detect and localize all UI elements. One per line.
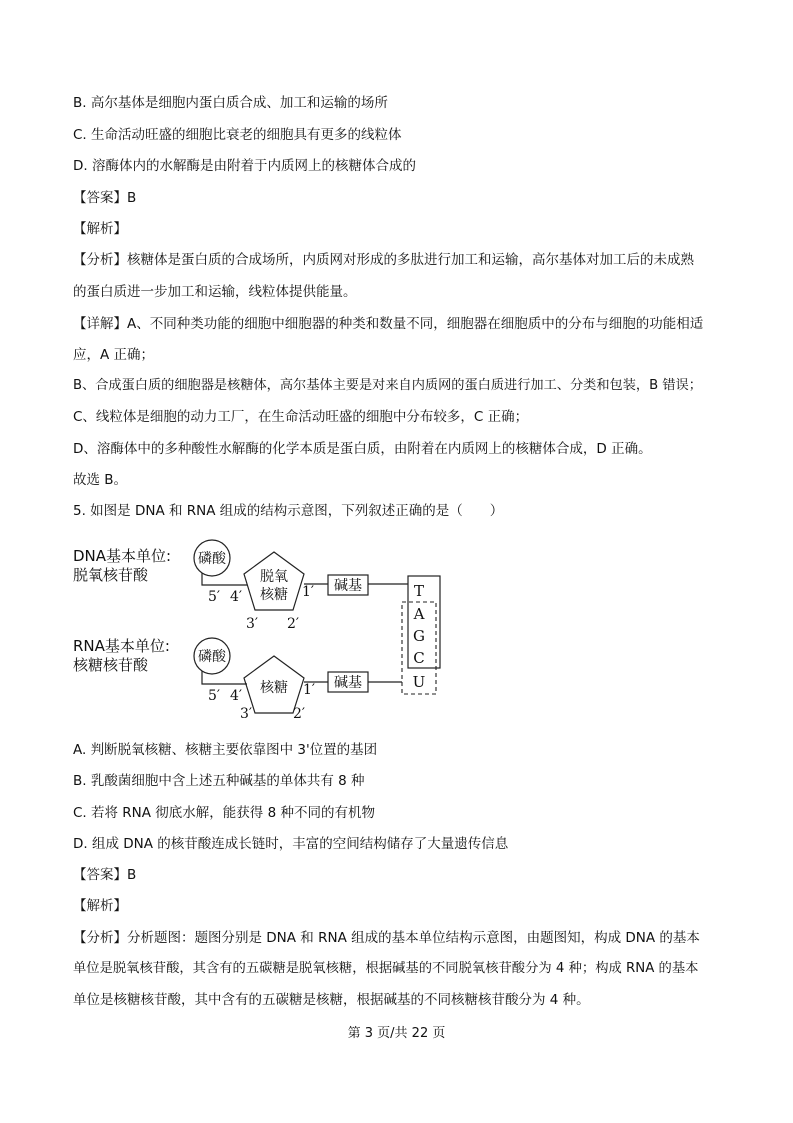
dna-pos-1: 1′ (302, 584, 315, 600)
rna-phosphate-bond (202, 671, 247, 684)
base-t: T (413, 582, 425, 600)
rna-pos-2: 2′ (293, 706, 306, 722)
question-5-stem: 5. 如图是 DNA 和 RNA 组成的结构示意图，下列叙述正确的是（ ） (73, 503, 504, 519)
xiangjie-a-text: A、不同种类功能的细胞中细胞器的种类和数量不同，细胞器在细胞质中的分布与细胞的功能相适 (127, 316, 704, 332)
rna-phosphate-label: 磷酸 (198, 649, 226, 665)
xiangjie-q4-a2: 应，A 正确； (73, 347, 155, 363)
dna-title-2: 脱氧核苷酸 (73, 566, 149, 584)
option-q5-b: B. 乳酸菌细胞中含上述五种碱基的单体共有 8 种 (73, 773, 365, 789)
base-c: C (413, 649, 425, 667)
rna-title-1: RNA基本单位: (73, 637, 170, 655)
deoxyribose-label-2: 核糖 (260, 587, 288, 603)
fenxi-q5-line2: 单位是脱氧核苷酸，其含有的五碳糖是脱氧核糖，根据碱基的不同脱氧核苷酸分为 4 种；构成 RNA 的基本 (73, 961, 699, 976)
option-q5-d: D. 组成 DNA 的核苷酸连成长链时，丰富的空间结构储存了大量遗传信息 (73, 836, 509, 852)
rna-pos-5: 5′ (208, 688, 221, 704)
option-q5-c: C. 若将 RNA 彻底水解，能获得 8 种不同的有机物 (73, 805, 375, 821)
rna-base-label: 碱基 (334, 675, 362, 691)
rna-pos-3: 3′ (240, 706, 253, 722)
dna-pos-5: 5′ (208, 589, 221, 605)
conclusion-q4: 故选 B。 (73, 472, 128, 488)
option-q4-c: C. 生命活动旺盛的细胞比衰老的细胞具有更多的线粒体 (73, 127, 402, 143)
answer-value: B (127, 190, 137, 206)
fenxi-text: 核糖体是蛋白质的合成场所，内质网对形成的多肽进行加工和运输，高尔基体对加工后的未成熟 (127, 252, 694, 268)
deoxyribose-label-1: 脱氧 (260, 569, 288, 585)
dna-phosphate-bond (202, 573, 247, 585)
dna-pos-4: 4′ (230, 589, 243, 605)
page-footer: 第 3 页/共 22 页 (347, 1026, 446, 1041)
base-a: A (413, 605, 425, 623)
option-q4-d: D. 溶酶体内的水解酶是由附着于内质网上的核糖体合成的 (73, 158, 416, 174)
rna-title-2: 核糖核苷酸 (73, 656, 149, 674)
fenxi-q4-line2: 的蛋白质进一步加工和运输，线粒体提供能量。 (73, 284, 357, 300)
dna-base-label: 碱基 (334, 578, 362, 594)
analysis-heading-q4: 【解析】 (73, 221, 127, 237)
dna-pos-3: 3′ (246, 616, 259, 632)
xiangjie-q4-c: C、线粒体是细胞的动力工厂，在生命活动旺盛的细胞中分布较多，C 正确； (73, 409, 529, 425)
xiangjie-q4-d: D、溶酶体中的多种酸性水解酶的化学本质是蛋白质，由附着在内质网上的核糖体合成，D 正确。 (73, 441, 652, 457)
option-q5-a: A. 判断脱氧核糖、核糖主要依靠图中 3'位置的基团 (73, 742, 378, 758)
option-q4-b: B. 高尔基体是细胞内蛋白质合成、加工和运输的场所 (73, 95, 388, 111)
dna-pos-2: 2′ (287, 616, 300, 632)
fenxi-label: 【分析】 (73, 252, 127, 268)
fenxi-q4-line1 (73, 250, 694, 270)
answer-q5 (73, 865, 136, 885)
dna-title-1: DNA基本单位: (73, 547, 172, 565)
xiangjie-q4-b: B、合成蛋白质的细胞器是核糖体，高尔基体主要是对来自内质网的蛋白质进行加工、分类和包装，B 错误； (73, 378, 702, 393)
answer-q4 (73, 188, 136, 208)
answer-label: 【答案】 (73, 190, 127, 206)
analysis-heading-q5: 【解析】 (73, 898, 127, 914)
rna-pos-4: 4′ (230, 688, 243, 704)
answer-value: B (127, 867, 137, 883)
dna-rna-structure-diagram (70, 538, 450, 728)
xiangjie-label: 【详解】 (73, 316, 127, 332)
base-g: G (413, 627, 425, 645)
fenxi-label: 【分析】 (73, 930, 127, 946)
fenxi-text: 分析题图：题图分别是 DNA 和 RNA 组成的基本单位结构示意图，由题图知，构成 DNA 的基本 (127, 930, 700, 946)
fenxi-q5-line1 (73, 928, 700, 948)
answer-label: 【答案】 (73, 867, 127, 883)
dna-phosphate-label: 磷酸 (198, 551, 226, 567)
xiangjie-q4-a1 (73, 314, 703, 334)
base-u: U (412, 673, 426, 691)
rna-pos-1: 1′ (303, 682, 316, 698)
fenxi-q5-line3: 单位是核糖核苷酸，其中含有的五碳糖是核糖，根据碱基的不同核糖核苷酸分为 4 种。 (73, 992, 590, 1008)
ribose-label: 核糖 (260, 680, 288, 696)
